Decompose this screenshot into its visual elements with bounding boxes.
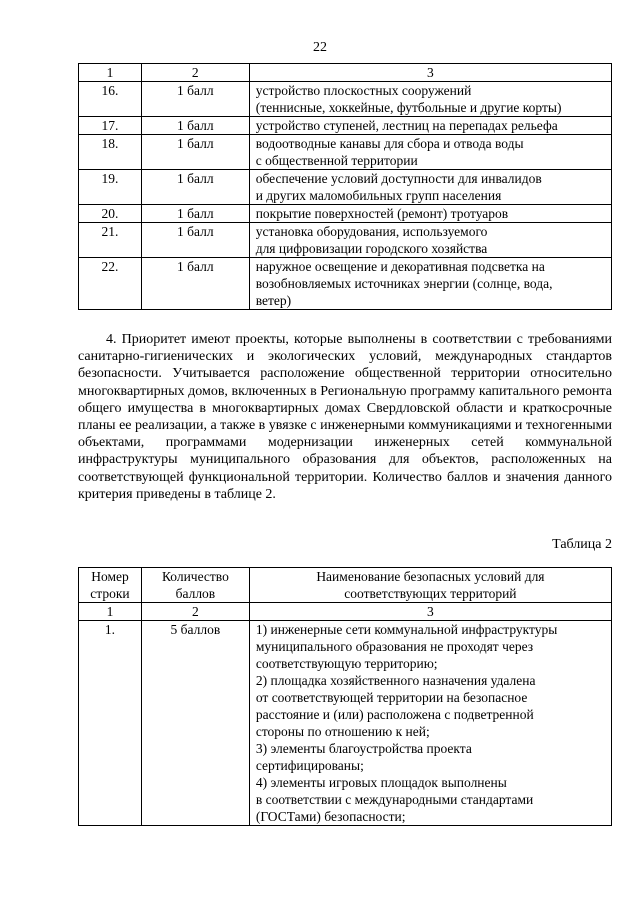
description-line: обеспечение условий доступности для инвалидов	[255, 171, 542, 186]
header-condition-name	[249, 568, 611, 603]
row-description	[249, 82, 611, 117]
description-line: сертифицированы;	[255, 758, 364, 773]
row-number: 21.	[79, 223, 142, 258]
table-row	[79, 170, 612, 205]
description-line: стороны по отношению к ней;	[255, 724, 430, 739]
table-row	[79, 82, 612, 117]
table-row	[79, 223, 612, 258]
description-line: ветер)	[255, 293, 292, 308]
description-line: и других маломобильных групп населения	[255, 188, 502, 203]
safety-conditions-table	[78, 567, 612, 826]
header-line: строки	[90, 586, 130, 601]
description-line: муниципального образования не проходят через	[255, 639, 534, 654]
column-number-2: 2	[141, 603, 249, 621]
description-line: расстояние и (или) расположена с подветренной	[255, 707, 534, 722]
table-row	[79, 205, 612, 223]
row-points: 5 баллов	[141, 621, 249, 826]
description-line: устройство ступеней, лестниц на перепадах рельефа	[255, 118, 558, 133]
table-row	[79, 117, 612, 135]
table-row	[79, 621, 612, 826]
description-line: 4) элементы игровых площадок выполнены	[255, 775, 507, 790]
row-points: 1 балл	[141, 205, 249, 223]
table-header-row	[79, 64, 612, 82]
column-number-3: 3	[249, 64, 611, 82]
description-line: (теннисные, хоккейные, футбольные и другие корты)	[255, 100, 562, 115]
row-points: 1 балл	[141, 117, 249, 135]
row-points: 1 балл	[141, 82, 249, 117]
table-row	[79, 135, 612, 170]
table-caption: Таблица 2	[552, 537, 612, 552]
row-points: 1 балл	[141, 170, 249, 205]
criteria-table-continued	[78, 63, 612, 310]
page-number: 22	[313, 40, 327, 55]
row-description	[249, 170, 611, 205]
row-points: 1 балл	[141, 135, 249, 170]
header-line: баллов	[175, 586, 216, 601]
column-number-1: 1	[79, 603, 142, 621]
table-header-row	[79, 568, 612, 603]
row-number: 1.	[79, 621, 142, 826]
row-description	[249, 135, 611, 170]
table-row	[79, 258, 612, 310]
row-number: 22.	[79, 258, 142, 310]
header-row-number	[79, 568, 142, 603]
row-description	[249, 117, 611, 135]
row-number: 16.	[79, 82, 142, 117]
row-points: 1 балл	[141, 258, 249, 310]
description-line: наружное освещение и декоративная подсветка на	[255, 259, 545, 274]
description-line: 3) элементы благоустройства проекта	[255, 741, 472, 756]
row-number: 19.	[79, 170, 142, 205]
description-line: 1) инженерные сети коммунальной инфраструктуры	[255, 622, 558, 637]
row-description	[249, 621, 611, 826]
description-line: возобновляемых источниках энергии (солнце, вода,	[255, 276, 553, 291]
header-line: Номер	[91, 569, 129, 584]
description-line: в соответствии с международными стандартами	[255, 792, 534, 807]
description-line: с общественной территории	[255, 153, 418, 168]
column-number-3: 3	[249, 603, 611, 621]
row-number: 17.	[79, 117, 142, 135]
row-number: 18.	[79, 135, 142, 170]
description-line: установка оборудования, используемого	[255, 224, 488, 239]
description-line: устройство плоскостных сооружений	[255, 83, 472, 98]
description-line: соответствующую территорию;	[255, 656, 438, 671]
row-number: 20.	[79, 205, 142, 223]
description-line: 2) площадка хозяйственного назначения удалена	[255, 673, 536, 688]
header-line: соответствующих территорий	[344, 586, 517, 601]
description-line: (ГОСТами) безопасности;	[255, 809, 406, 824]
row-description	[249, 223, 611, 258]
header-line: Наименование безопасных условий для	[316, 569, 545, 584]
description-line: от соответствующей территории на безопасное	[255, 690, 528, 705]
row-description	[249, 258, 611, 310]
row-points: 1 балл	[141, 223, 249, 258]
header-line: Количество	[161, 569, 229, 584]
header-points	[141, 568, 249, 603]
body-paragraph: 4. Приоритет имеют проекты, которые выполнены в соответствии с требованиями санитарно-гигиенических и экологических условий, международных стандартов безопасности. Учитывается расположение общественной территории относительно многоквартирных домов, включенных в Региональную программу капитального ремонта общего имущества в многоквартирных домах Свердловской области и краткосрочные планы ее реализации, а также в увязке с инженерными коммуникациями и техногенными объектами, программами модернизации инженерных сетей коммунальной инфраструктуры муниципального образования для объектов, расположенных на соответствующей функциональной территории. Количество баллов и значения данного критерия приведены в таблице 2.	[78, 332, 612, 502]
description-line: водоотводные канавы для сбора и отвода воды	[255, 136, 524, 151]
description-line: покрытие поверхностей (ремонт) тротуаров	[255, 206, 509, 221]
row-description	[249, 205, 611, 223]
column-numbers-row	[79, 603, 612, 621]
column-number-1: 1	[79, 64, 142, 82]
description-line: для цифровизации городского хозяйства	[255, 241, 488, 256]
column-number-2: 2	[141, 64, 249, 82]
